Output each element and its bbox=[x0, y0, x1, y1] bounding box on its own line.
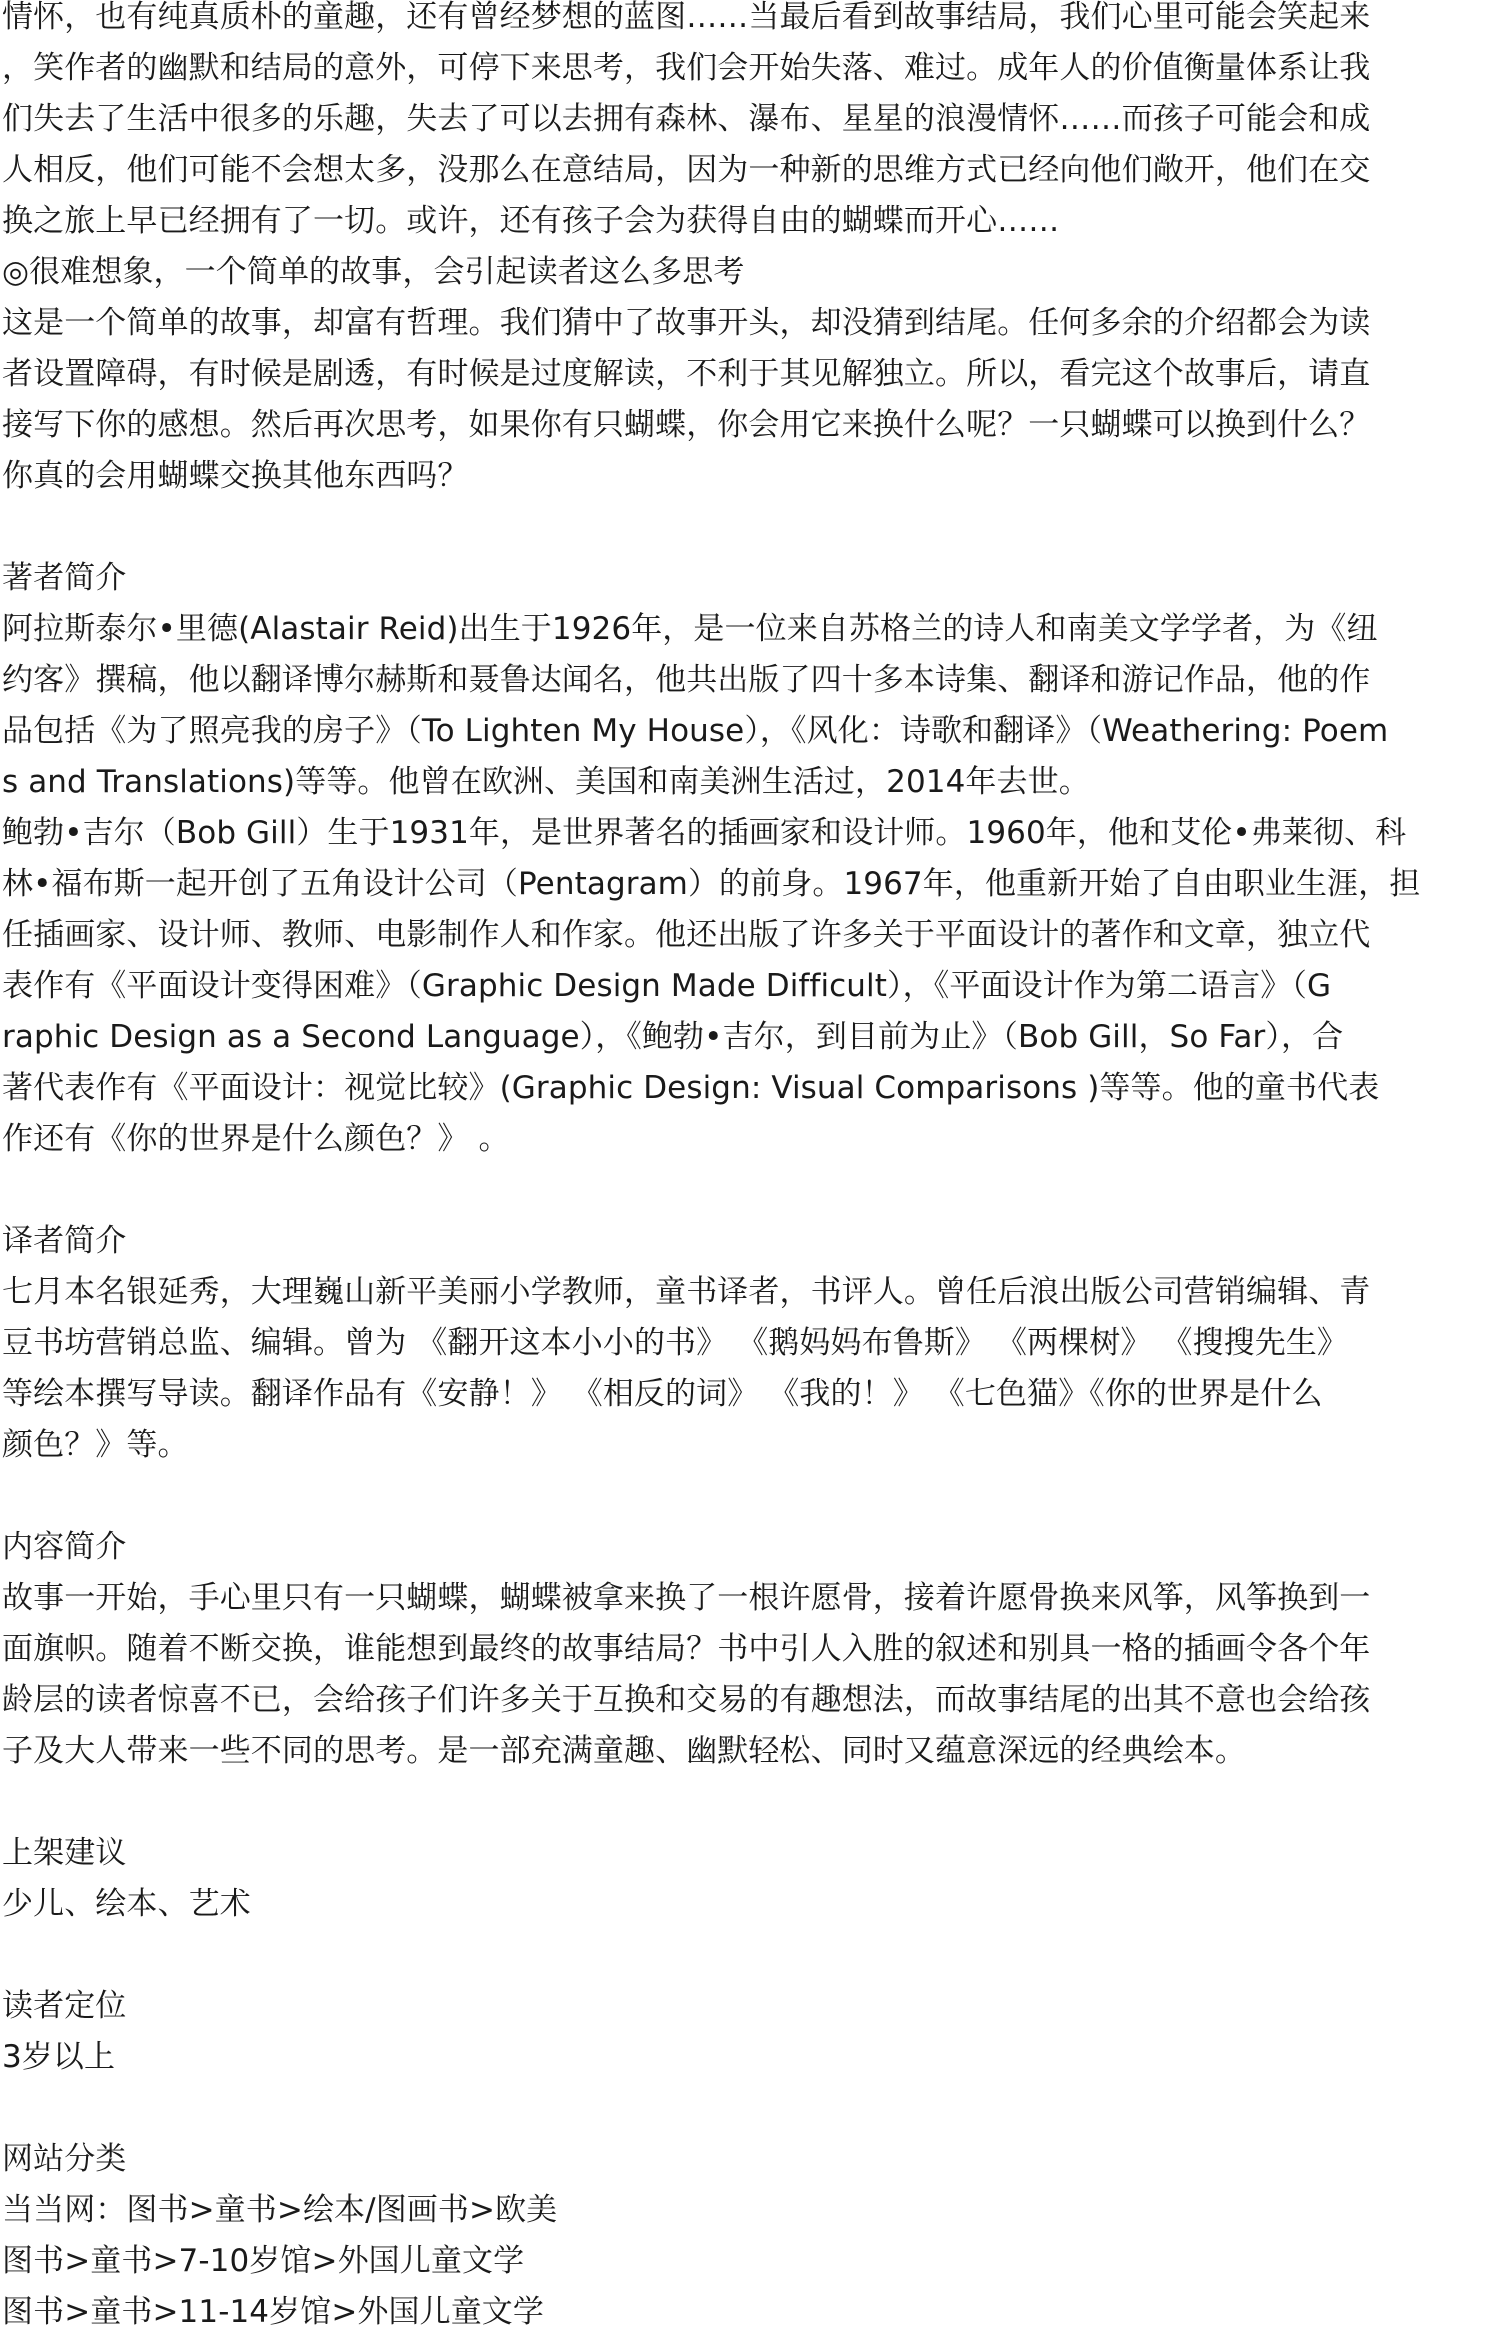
document-body bbox=[2, 0, 1496, 2338]
summary-heading: 内容简介 bbox=[2, 1529, 127, 1565]
intro-line: 者设置障碍，有时候是剧透，有时候是过度解读，不利于其见解独立。所以，看完这个故事后，请直 bbox=[2, 356, 1371, 392]
summary-section bbox=[2, 1522, 1496, 1777]
spacer bbox=[2, 1165, 1496, 1216]
intro-line: 接写下你的感想。然后再次思考，如果你有只蝴蝶，你会用它来换什么呢？一只蝴蝶可以换到什么？ bbox=[2, 407, 1371, 443]
intro-subheading: ◎很难想象，一个简单的故事，会引起读者这么多思考 bbox=[2, 254, 745, 290]
categories-section bbox=[2, 2134, 1496, 2338]
author-line: s and Translations)等等。他曾在欧洲、美国和南美洲生活过，2014年去世。 bbox=[2, 764, 1090, 800]
summary-line: 龄层的读者惊喜不已，会给孩子们许多关于互换和交易的有趣想法，而故事结尾的出其不意也会给孩 bbox=[2, 1682, 1371, 1718]
shelving-section bbox=[2, 1828, 1496, 1930]
summary-line: 面旗帜。随着不断交换，谁能想到最终的故事结局？书中引人入胜的叙述和别具一格的插画令各个年 bbox=[2, 1631, 1371, 1667]
author-line: 任插画家、设计师、教师、电影制作人和作家。他还出版了许多关于平面设计的著作和文章，独立代 bbox=[2, 917, 1371, 953]
intro-section bbox=[2, 0, 1496, 502]
shelving-value: 少儿、绘本、艺术 bbox=[2, 1886, 251, 1922]
spacer bbox=[2, 1471, 1496, 1522]
intro-line: 情怀，也有纯真质朴的童趣，还有曾经梦想的蓝图……当最后看到故事结局，我们心里可能会笑起来 bbox=[2, 0, 1371, 35]
translator-line: 七月本名银延秀，大理巍山新平美丽小学教师，童书译者，书评人。曾任后浪出版公司营销编辑、青 bbox=[2, 1274, 1371, 1310]
author-section bbox=[2, 553, 1496, 1165]
intro-line: 你真的会用蝴蝶交换其他东西吗？ bbox=[2, 458, 469, 494]
category-path: 图书>童书>11-14岁馆>外国儿童文学 bbox=[2, 2294, 545, 2330]
author-line: 品包括《为了照亮我的房子》（To Lighten My House），《风化：诗歌和翻译》（Weathering: Poem bbox=[2, 713, 1389, 749]
translator-section bbox=[2, 1216, 1496, 1471]
audience-section bbox=[2, 1981, 1496, 2083]
author-line: 作还有《你的世界是什么颜色？》 。 bbox=[2, 1121, 510, 1157]
categories-heading: 网站分类 bbox=[2, 2141, 127, 2177]
intro-line: 换之旅上早已经拥有了一切。或许，还有孩子会为获得自由的蝴蝶而开心…… bbox=[2, 203, 1060, 239]
spacer bbox=[2, 502, 1496, 553]
audience-heading: 读者定位 bbox=[2, 1988, 127, 2024]
spacer bbox=[2, 2083, 1496, 2134]
intro-line: 人相反，他们可能不会想太多，没那么在意结局，因为一种新的思维方式已经向他们敞开，他们在交 bbox=[2, 152, 1371, 188]
author-line: 著代表作有《平面设计：视觉比较》(Graphic Design: Visual Comparisons )等等。他的童书代表 bbox=[2, 1070, 1380, 1106]
author-line: 表作有《平面设计变得困难》（Graphic Design Made Difficult），《平面设计作为第二语言》（G bbox=[2, 968, 1332, 1004]
shelving-heading: 上架建议 bbox=[2, 1835, 127, 1871]
spacer bbox=[2, 1777, 1496, 1828]
category-path: 当当网：图书>童书>绘本/图画书>欧美 bbox=[2, 2192, 558, 2228]
translator-line: 等绘本撰写导读。翻译作品有《安静！》 《相反的词》 《我的！》 《七色猫》《你的世界是什么 bbox=[2, 1376, 1323, 1412]
translator-line: 豆书坊营销总监、编辑。曾为 《翻开这本小小的书》 《鹅妈妈布鲁斯》 《两棵树》 《搜搜先生》 bbox=[2, 1325, 1349, 1361]
audience-value: 3岁以上 bbox=[2, 2039, 116, 2075]
author-line: 鲍勃•吉尔（Bob Gill）生于1931年，是世界著名的插画家和设计师。1960年，他和艾伦•弗莱彻、科 bbox=[2, 815, 1407, 851]
intro-line: ，笑作者的幽默和结局的意外，可停下来思考，我们会开始失落、难过。成年人的价值衡量体系让我 bbox=[2, 50, 1371, 86]
summary-line: 子及大人带来一些不同的思考。是一部充满童趣、幽默轻松、同时又蕴意深远的经典绘本。 bbox=[2, 1733, 1246, 1769]
author-line: 阿拉斯泰尔•里德(Alastair Reid)出生于1926年，是一位来自苏格兰的诗人和南美文学学者，为《纽 bbox=[2, 611, 1378, 647]
translator-line: 颜色？》等。 bbox=[2, 1427, 189, 1463]
author-line: 林•福布斯一起开创了五角设计公司（Pentagram）的前身。1967年，他重新开始了自由职业生涯，担 bbox=[2, 866, 1421, 902]
intro-line: 们失去了生活中很多的乐趣，失去了可以去拥有森林、瀑布、星星的浪漫情怀……而孩子可能会和成 bbox=[2, 101, 1371, 137]
author-line: 约客》撰稿，他以翻译博尔赫斯和聂鲁达闻名，他共出版了四十多本诗集、翻译和游记作品，他的作 bbox=[2, 662, 1371, 698]
author-line: raphic Design as a Second Language），《鲍勃•吉尔，到目前为止》（Bob Gill，So Far），合 bbox=[2, 1019, 1344, 1055]
category-path: 图书>童书>7-10岁馆>外国儿童文学 bbox=[2, 2243, 525, 2279]
author-heading: 著者简介 bbox=[2, 560, 127, 596]
spacer bbox=[2, 1930, 1496, 1981]
translator-heading: 译者简介 bbox=[2, 1223, 127, 1259]
summary-line: 故事一开始，手心里只有一只蝴蝶，蝴蝶被拿来换了一根许愿骨，接着许愿骨换来风筝，风筝换到一 bbox=[2, 1580, 1371, 1616]
intro-line: 这是一个简单的故事，却富有哲理。我们猜中了故事开头，却没猜到结尾。任何多余的介绍都会为读 bbox=[2, 305, 1371, 341]
